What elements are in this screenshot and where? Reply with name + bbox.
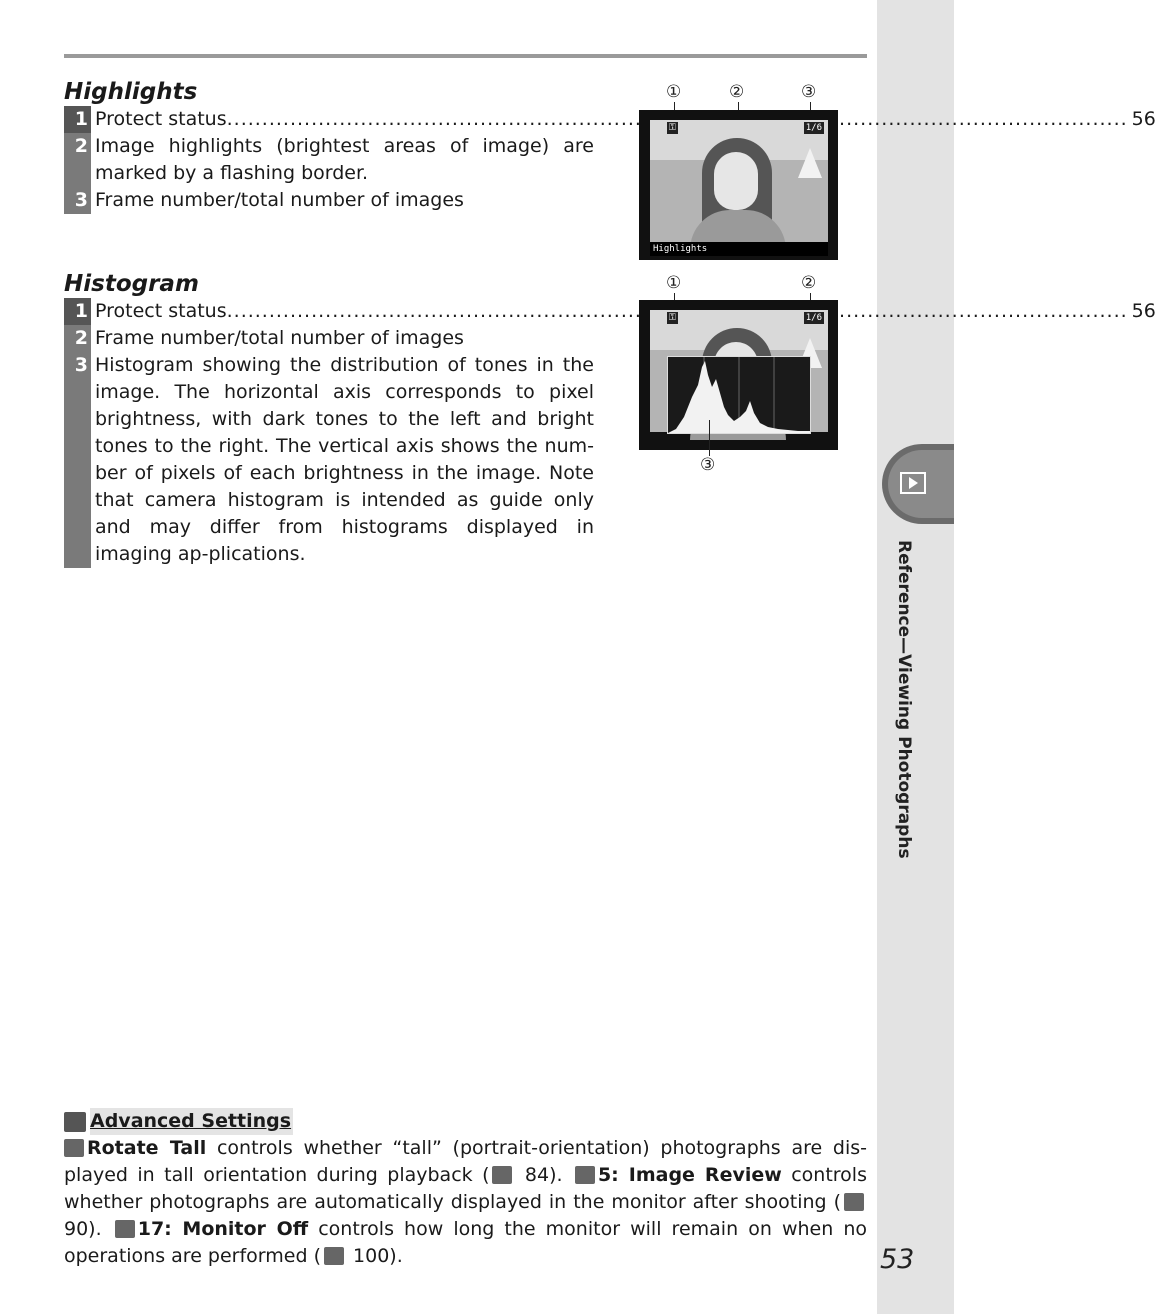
histogram-item-3	[64, 352, 594, 568]
item-text	[91, 106, 1156, 133]
frame-badge: 1/6	[805, 313, 822, 323]
item-number: 1	[64, 298, 91, 325]
page-reference: 56	[1131, 300, 1156, 322]
item-text: Histogram showing the distribution of tones in the image. The horizontal axis corresponds to pixel brightness, with dark tones to the left and bright tones to the right. The vertical axis shows the num-ber of pixels of each brightness in the image. Note that camera histogram is intended as guide only and may differ from histograms displayed in imaging ap-plications.	[95, 354, 594, 565]
item-number: 2	[64, 133, 91, 187]
histogram-item-2	[64, 325, 594, 352]
face	[714, 152, 758, 210]
page-ref-text: 100).	[347, 1245, 403, 1267]
histogram-title: Histogram	[64, 271, 199, 297]
highlights-item-3	[64, 187, 594, 214]
playback-icon	[900, 472, 926, 494]
sailboat	[798, 148, 822, 178]
top-rule	[64, 54, 867, 58]
rotate-tall-label: Rotate Tall	[87, 1137, 207, 1159]
page-ref-text: 90).	[64, 1218, 112, 1240]
callout-1: ①	[666, 273, 682, 293]
callout-line	[709, 420, 710, 456]
monitor-display	[650, 120, 828, 242]
histogram-screen-image	[639, 300, 838, 450]
protect-icon: ⚿	[669, 123, 676, 133]
page-reference: 56	[1131, 108, 1156, 130]
item-label: Protect status	[95, 300, 227, 322]
item-text	[91, 298, 1156, 325]
page-reference-icon	[324, 1247, 344, 1265]
highlights-item-2	[64, 133, 594, 187]
item-text: Frame number/total number of images	[95, 327, 464, 349]
side-band	[877, 0, 954, 1314]
page-reference-icon	[844, 1193, 864, 1211]
histogram-graph	[667, 356, 811, 434]
monitor-off-label: 17: Monitor Off	[137, 1218, 309, 1240]
advanced-settings-icon	[64, 1112, 86, 1132]
advanced-settings-title: Advanced Settings	[90, 1108, 293, 1135]
item-text: Image highlights (brightest areas of image) are marked by a flashing border.	[95, 135, 594, 184]
item-number: 3	[64, 352, 91, 568]
body-text: controls whether photographs are automatically displayed in the monitor after shooting (	[64, 1164, 867, 1213]
custom-setting-icon	[115, 1220, 135, 1238]
item-label: Protect status	[95, 108, 227, 130]
item-number: 3	[64, 187, 91, 214]
item-number: 2	[64, 325, 91, 352]
advanced-settings	[64, 1108, 867, 1270]
body-text: controls how long the monitor will remain on when no operations are performed (	[64, 1218, 867, 1267]
setup-menu-icon	[64, 1139, 84, 1157]
section-label: Reference—Viewing Photographs	[894, 540, 914, 859]
item-number: 1	[64, 106, 91, 133]
protect-icon: ⚿	[669, 313, 676, 323]
highlights-label: Highlights	[650, 242, 828, 256]
page-reference-icon	[492, 1166, 512, 1184]
histogram-curve	[668, 357, 810, 433]
frame-badge: 1/6	[805, 123, 822, 133]
highlights-title: Highlights	[64, 79, 198, 105]
highlights-screen-image	[639, 110, 838, 260]
image-review-label: 5: Image Review	[597, 1164, 782, 1186]
item-text: Frame number/total number of images	[95, 189, 464, 211]
callout-3: ③	[801, 82, 817, 102]
callout-1: ①	[666, 82, 682, 102]
callout-3: ③	[700, 455, 716, 475]
callout-2: ②	[801, 273, 817, 293]
page-ref-text: 84).	[515, 1164, 572, 1186]
callout-2: ②	[729, 82, 745, 102]
body-text: controls whether “tall” (portrait-orientation) photographs are dis-played in tall orientation during playback (	[64, 1137, 868, 1186]
custom-setting-icon	[575, 1166, 595, 1184]
page-number: 53	[880, 1244, 915, 1275]
advanced-settings-heading	[64, 1108, 867, 1135]
advanced-settings-body	[64, 1135, 867, 1270]
